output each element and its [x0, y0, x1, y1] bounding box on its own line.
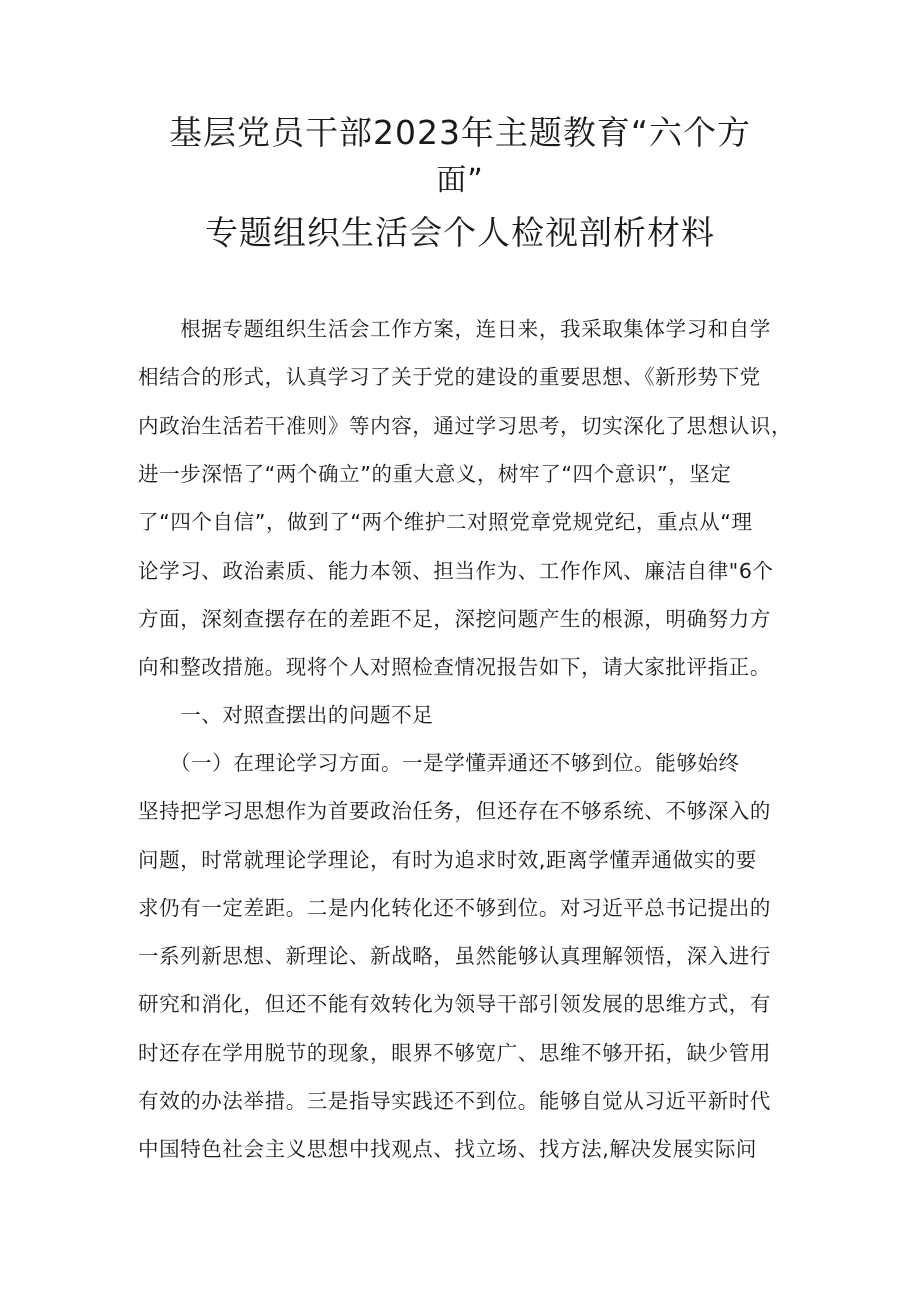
section-heading: 一、对照查摆出的问题不足 — [138, 703, 434, 727]
body-line: 根据专题组织生活会工作方案，连日来，我采取集体学习和自学 — [138, 317, 771, 341]
body-line: 求仍有一定差距。二是内化转化还不够到位。对习近平总书记提出的 — [138, 896, 771, 920]
body-line: 有效的办法举措。三是指导实践还不到位。能够自觉从习近平新时代 — [138, 1089, 771, 1113]
document-title-line-1: 基层党员干部2023年主题教育“六个方 — [168, 113, 752, 152]
body-line: 一系列新思想、新理论、新战略，虽然能够认真理解领悟，深入进行 — [138, 944, 771, 968]
body-line: 了“四个自信”，做到了“两个维护二对照党章党规党纪，重点从“理 — [138, 510, 753, 534]
body-line: 向和整改措施。现将个人对照检查情况报告如下，请大家批评指正。 — [138, 655, 771, 679]
body-line: 进一步深悟了“两个确立”的重大意义，树牢了“四个意识”，坚定 — [138, 462, 732, 486]
body-line: 中国特色社会主义思想中找观点、找立场、找方法,解决发展实际问 — [138, 1137, 758, 1161]
document-title-line-2: 面” — [436, 163, 484, 198]
body-line: 研究和消化，但还不能有效转化为领导干部引领发展的思维方式，有 — [138, 992, 771, 1016]
body-line: 问题，时常就理论学理论，有时为追求时效,距离学懂弄通做实的要 — [138, 848, 758, 872]
body-line: （一）在理论学习方面。一是学懂弄通还不够到位。能够始终 — [138, 751, 740, 775]
document-title-line-3: 专题组织生活会个人检视剖析材料 — [205, 213, 715, 252]
body-line: 方面，深刻查摆存在的差距不足，深挖问题产生的根源，明确努力方 — [138, 607, 771, 631]
body-line: 相结合的形式，认真学习了关于党的建设的重要思想、《新形势下党 — [138, 365, 761, 389]
body-line: 坚持把学习思想作为首要政治任务，但还存在不够系统、不够深入的 — [138, 799, 771, 823]
body-line: 内政治生活若干准则》等内容，通过学习思考，切实深化了思想认识， — [138, 414, 793, 438]
body-line: 时还存在学用脱节的现象，眼界不够宽广、思维不够开拓，缺少管用 — [138, 1041, 771, 1065]
body-line: 论学习、政治素质、能力本领、担当作为、工作作风、廉洁自律"6个 — [138, 559, 774, 583]
